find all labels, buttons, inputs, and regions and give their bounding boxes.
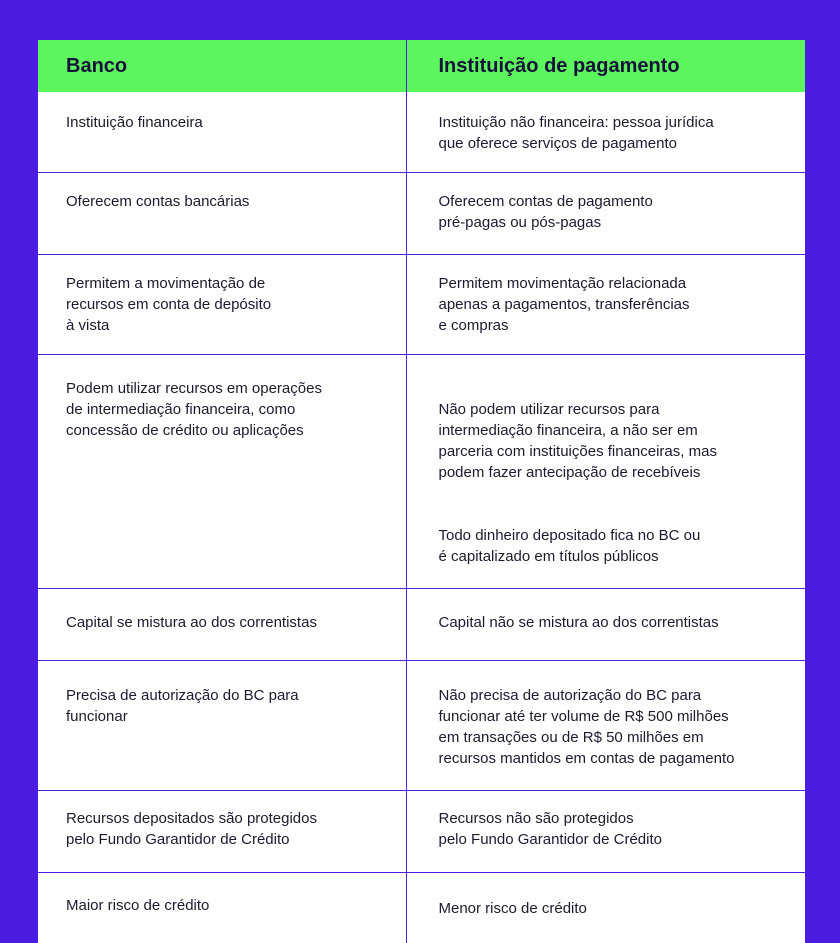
cell-instituicao-pagamento: Instituição não financeira: pessoa jurídica que oferece serviços de pagamento: [406, 92, 805, 172]
cell-instituicao-pagamento: Não precisa de autorização do BC para funcionar até ter volume de R$ 500 milhões em transações ou de R$ 50 milhões em recursos mantidos em contas de pagamento: [406, 660, 805, 790]
cell-banco: Instituição financeira: [66, 114, 203, 131]
header-instituicao-pagamento: Instituição de pagamento: [406, 40, 805, 92]
comparison-table: [38, 40, 805, 943]
table-header: [38, 40, 805, 92]
table-row: [38, 588, 805, 660]
table-row: [38, 254, 805, 354]
cell-instituicao-pagamento: Oferecem contas de pagamento pré-pagas ou pós-pagas: [406, 172, 805, 254]
cell-banco: Precisa de autorização do BC para funcionar: [38, 660, 406, 790]
cell-instituicao-pagamento: Capital não se mistura ao dos correntistas: [406, 588, 805, 660]
comparison-card: [38, 40, 805, 943]
cell-paragraph-extra: Todo dinheiro depositado fica no BC ou é capitalizado em títulos públicos: [438, 526, 701, 565]
header-row: [38, 40, 805, 92]
cell-banco: Capital se mistura ao dos correntistas: [38, 588, 406, 660]
cell-banco: Permitem a movimentação de recursos em conta de depósito à vista: [38, 254, 406, 354]
cell-banco: Recursos depositados são protegidos pelo Fundo Garantidor de Crédito: [38, 790, 406, 872]
table-row: [38, 172, 805, 254]
table-body: [38, 92, 805, 943]
cell-instituicao-pagamento: Menor risco de crédito: [406, 872, 805, 943]
table-row: [38, 790, 805, 872]
table-row: [38, 354, 805, 588]
cell-banco: Podem utilizar recursos em operações de intermediação financeira, como concessão de crédito ou aplicações: [38, 354, 406, 588]
cell-instituicao-pagamento: Permitem movimentação relacionada apenas a pagamentos, transferências e compras: [406, 254, 805, 354]
cell-instituicao-pagamento: [406, 354, 805, 588]
table-row: [38, 872, 805, 943]
cell-instituicao-pagamento: Recursos não são protegidos pelo Fundo Garantidor de Crédito: [406, 790, 805, 872]
table-row: [38, 92, 805, 172]
cell-paragraph: Não podem utilizar recursos para intermediação financeira, a não ser em parceria com instituições financeiras, mas podem fazer antecipação de recebíveis: [438, 400, 717, 481]
table-row: [38, 660, 805, 790]
cell-banco: Oferecem contas bancárias: [38, 172, 406, 254]
header-banco: Banco: [38, 40, 406, 92]
cell-banco: Maior risco de crédito: [38, 872, 406, 943]
